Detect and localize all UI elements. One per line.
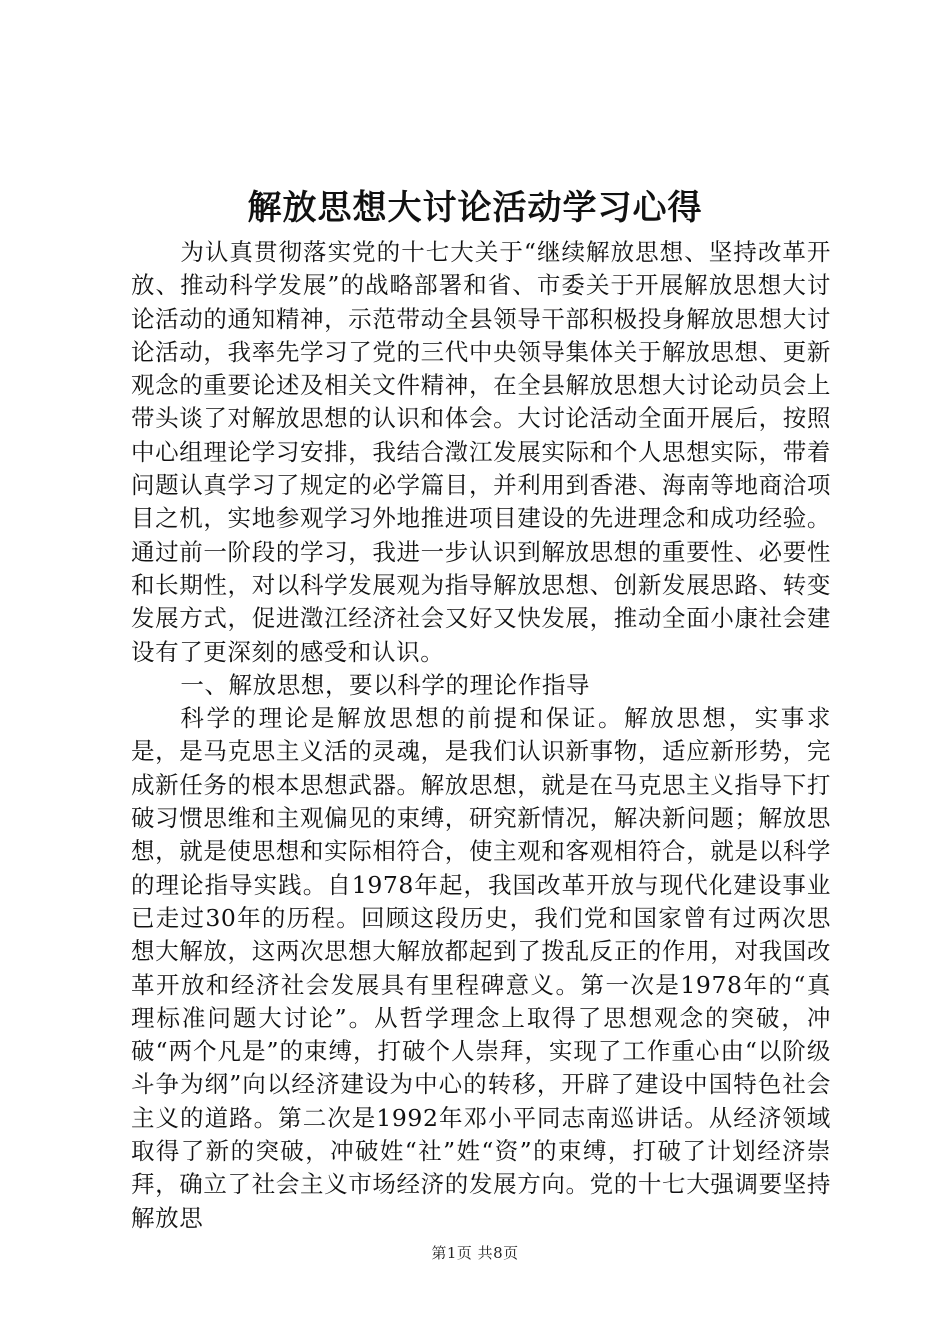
document-title: 解放思想大讨论活动学习心得 bbox=[247, 188, 703, 228]
section-heading-1: 一、解放思想，要以科学的理论作指导 bbox=[180, 670, 591, 699]
page-footer: 第1页 共8页 bbox=[431, 1244, 519, 1262]
paragraph-section-1: 科学的理论是解放思想的前提和保证。解放思想，实事求是，是马克思主义活的灵魂，是我们认识新事物，适应新形势，完成新任务的根本思想武器。解放思想，就是在马克思主义指导下打破习惯思维和主观偏见的束缚，研究新情况，解决新问题；解放思想，就是使思想和实际相符合，使主观和客观相符合，就是以科学的理论指导实践。自1978年起，我国改革开放与现代化建设事业已走过30年的历程。回顾这段历史，我们党和国家曾有过两次思想大解放，这两次思想大解放都起到了拨乱反正的作用，对我国改革开放和经济社会发展具有里程碑意义。第一次是1978年的“真理标准问题大讨论”。从哲学理念上取得了思想观念的突破，冲破“两个凡是”的束缚，打破个人崇拜，实现了工作重心由“以阶级斗争为纲”向以经济建设为中心的转移，开辟了建设中国特色社会主义的道路。第二次是1992年邓小平同志南巡讲话。从经济领域取得了新的突破，冲破姓“社”姓“资”的束缚，打破了计划经济崇拜，确立了社会主义市场经济的发展方向。党的十七大强调要坚持解放思 bbox=[131, 704, 831, 1232]
paragraph-intro: 为认真贯彻落实党的十七大关于“继续解放思想、坚持改革开放、推动科学发展”的战略部署和省、市委关于开展解放思想大讨论活动的通知精神，示范带动全县领导干部积极投身解放思想大讨论活动，我率先学习了党的三代中央领导集体关于解放思想、更新观念的重要论述及相关文件精神，在全县解放思想大讨论动员会上带头谈了对解放思想的认识和体会。大讨论活动全面开展后，按照中心组理论学习安排，我结合澂江发展实际和个人思想实际，带着问题认真学习了规定的必学篇目，并利用到香港、海南等地商洽项目之机，实地参观学习外地推进项目建设的先进理念和成功经验。通过前一阶段的学习，我进一步认识到解放思想的重要性、必要性和长期性，对以科学发展观为指导解放思想、创新发展思路、转变发展方式，促进澂江经济社会又好又快发展，推动全面小康社会建设有了更深刻的感受和认识。 bbox=[131, 238, 831, 666]
document-body bbox=[131, 236, 831, 1235]
